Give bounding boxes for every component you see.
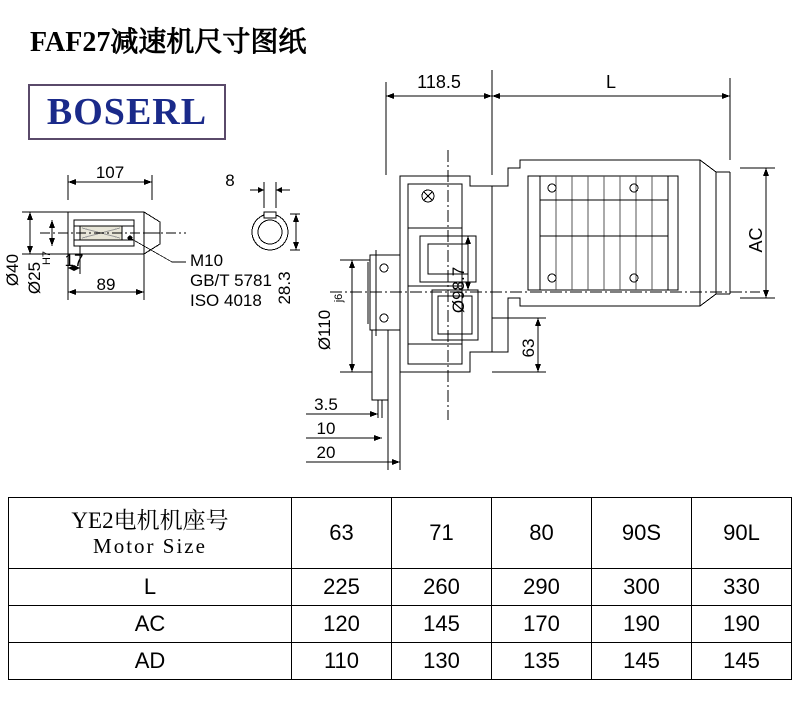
spec-table xyxy=(8,497,792,680)
dim-label-89: 89 xyxy=(96,275,116,294)
table-row xyxy=(9,606,792,643)
table-cell: 80 xyxy=(492,498,592,569)
motor-size-label xyxy=(9,498,292,569)
mounting-foot xyxy=(372,330,388,418)
leader-m10 xyxy=(128,236,186,262)
dim-label-L: L xyxy=(605,72,617,92)
dim-label-107: 107 xyxy=(95,163,125,182)
table-cell: 130 xyxy=(392,643,492,680)
dim-label-17: 17 xyxy=(64,251,84,270)
dim-28-3 xyxy=(290,214,300,250)
table-cell: 145 xyxy=(392,606,492,643)
label-iso: ISO 4018 xyxy=(190,291,262,310)
dim-label-63: 63 xyxy=(519,338,538,358)
dim-label-110: Ø110 xyxy=(315,309,334,351)
dim-label-98-7: Ø98.7 xyxy=(449,266,468,314)
dim-label-20: 20 xyxy=(316,443,336,462)
table-cell: 190 xyxy=(692,606,792,643)
table-cell: 145 xyxy=(692,643,792,680)
end-view-circle xyxy=(252,212,288,250)
table-row xyxy=(9,643,792,680)
table-cell: 110 xyxy=(292,643,392,680)
row-label-L: L xyxy=(9,569,292,606)
table-cell: 135 xyxy=(492,643,592,680)
dim-label-28-3: 28.3 xyxy=(275,271,294,305)
label-m10: M10 xyxy=(190,251,224,270)
dim-label-110-tol: j6 xyxy=(333,293,345,303)
table-cell: 260 xyxy=(392,569,492,606)
table-row xyxy=(9,498,792,569)
table-cell: 63 xyxy=(292,498,392,569)
label-gbt: GB/T 5781 xyxy=(190,271,272,290)
output-flange xyxy=(368,250,400,336)
dim-label-d25: Ø25 xyxy=(25,261,44,295)
table-row xyxy=(9,569,792,606)
dim-110 xyxy=(340,260,372,372)
dim-label-d25-tol: H7 xyxy=(41,250,53,266)
motor-size-label-cn: YE2电机机座号 xyxy=(71,507,229,533)
dim-label-118-5: 118.5 xyxy=(417,72,461,92)
motor xyxy=(492,160,730,352)
table-cell: 190 xyxy=(592,606,692,643)
dim-label-AC: AC xyxy=(746,227,766,253)
table-cell: 90L xyxy=(692,498,792,569)
page-title: FAF27减速机尺寸图纸 xyxy=(30,27,307,58)
table-cell: 330 xyxy=(692,569,792,606)
dim-label-d40: Ø40 xyxy=(3,253,22,287)
row-label-AD: AD xyxy=(9,643,292,680)
row-label-AC: AC xyxy=(9,606,292,643)
motor-size-label-en: Motor Size xyxy=(93,534,207,559)
table-cell: 170 xyxy=(492,606,592,643)
gearbox-housing xyxy=(400,176,492,372)
table-cell: 120 xyxy=(292,606,392,643)
table-cell: 225 xyxy=(292,569,392,606)
table-cell: 145 xyxy=(592,643,692,680)
dim-label-8: 8 xyxy=(225,171,235,190)
dim-8 xyxy=(250,182,290,208)
table-cell: 300 xyxy=(592,569,692,606)
dim-label-10: 10 xyxy=(316,419,336,438)
table-cell: 290 xyxy=(492,569,592,606)
dim-label-3-5: 3.5 xyxy=(314,395,338,414)
brand-logo-text: BOSERL xyxy=(46,91,208,133)
table-cell: 90S xyxy=(592,498,692,569)
table-cell: 71 xyxy=(392,498,492,569)
